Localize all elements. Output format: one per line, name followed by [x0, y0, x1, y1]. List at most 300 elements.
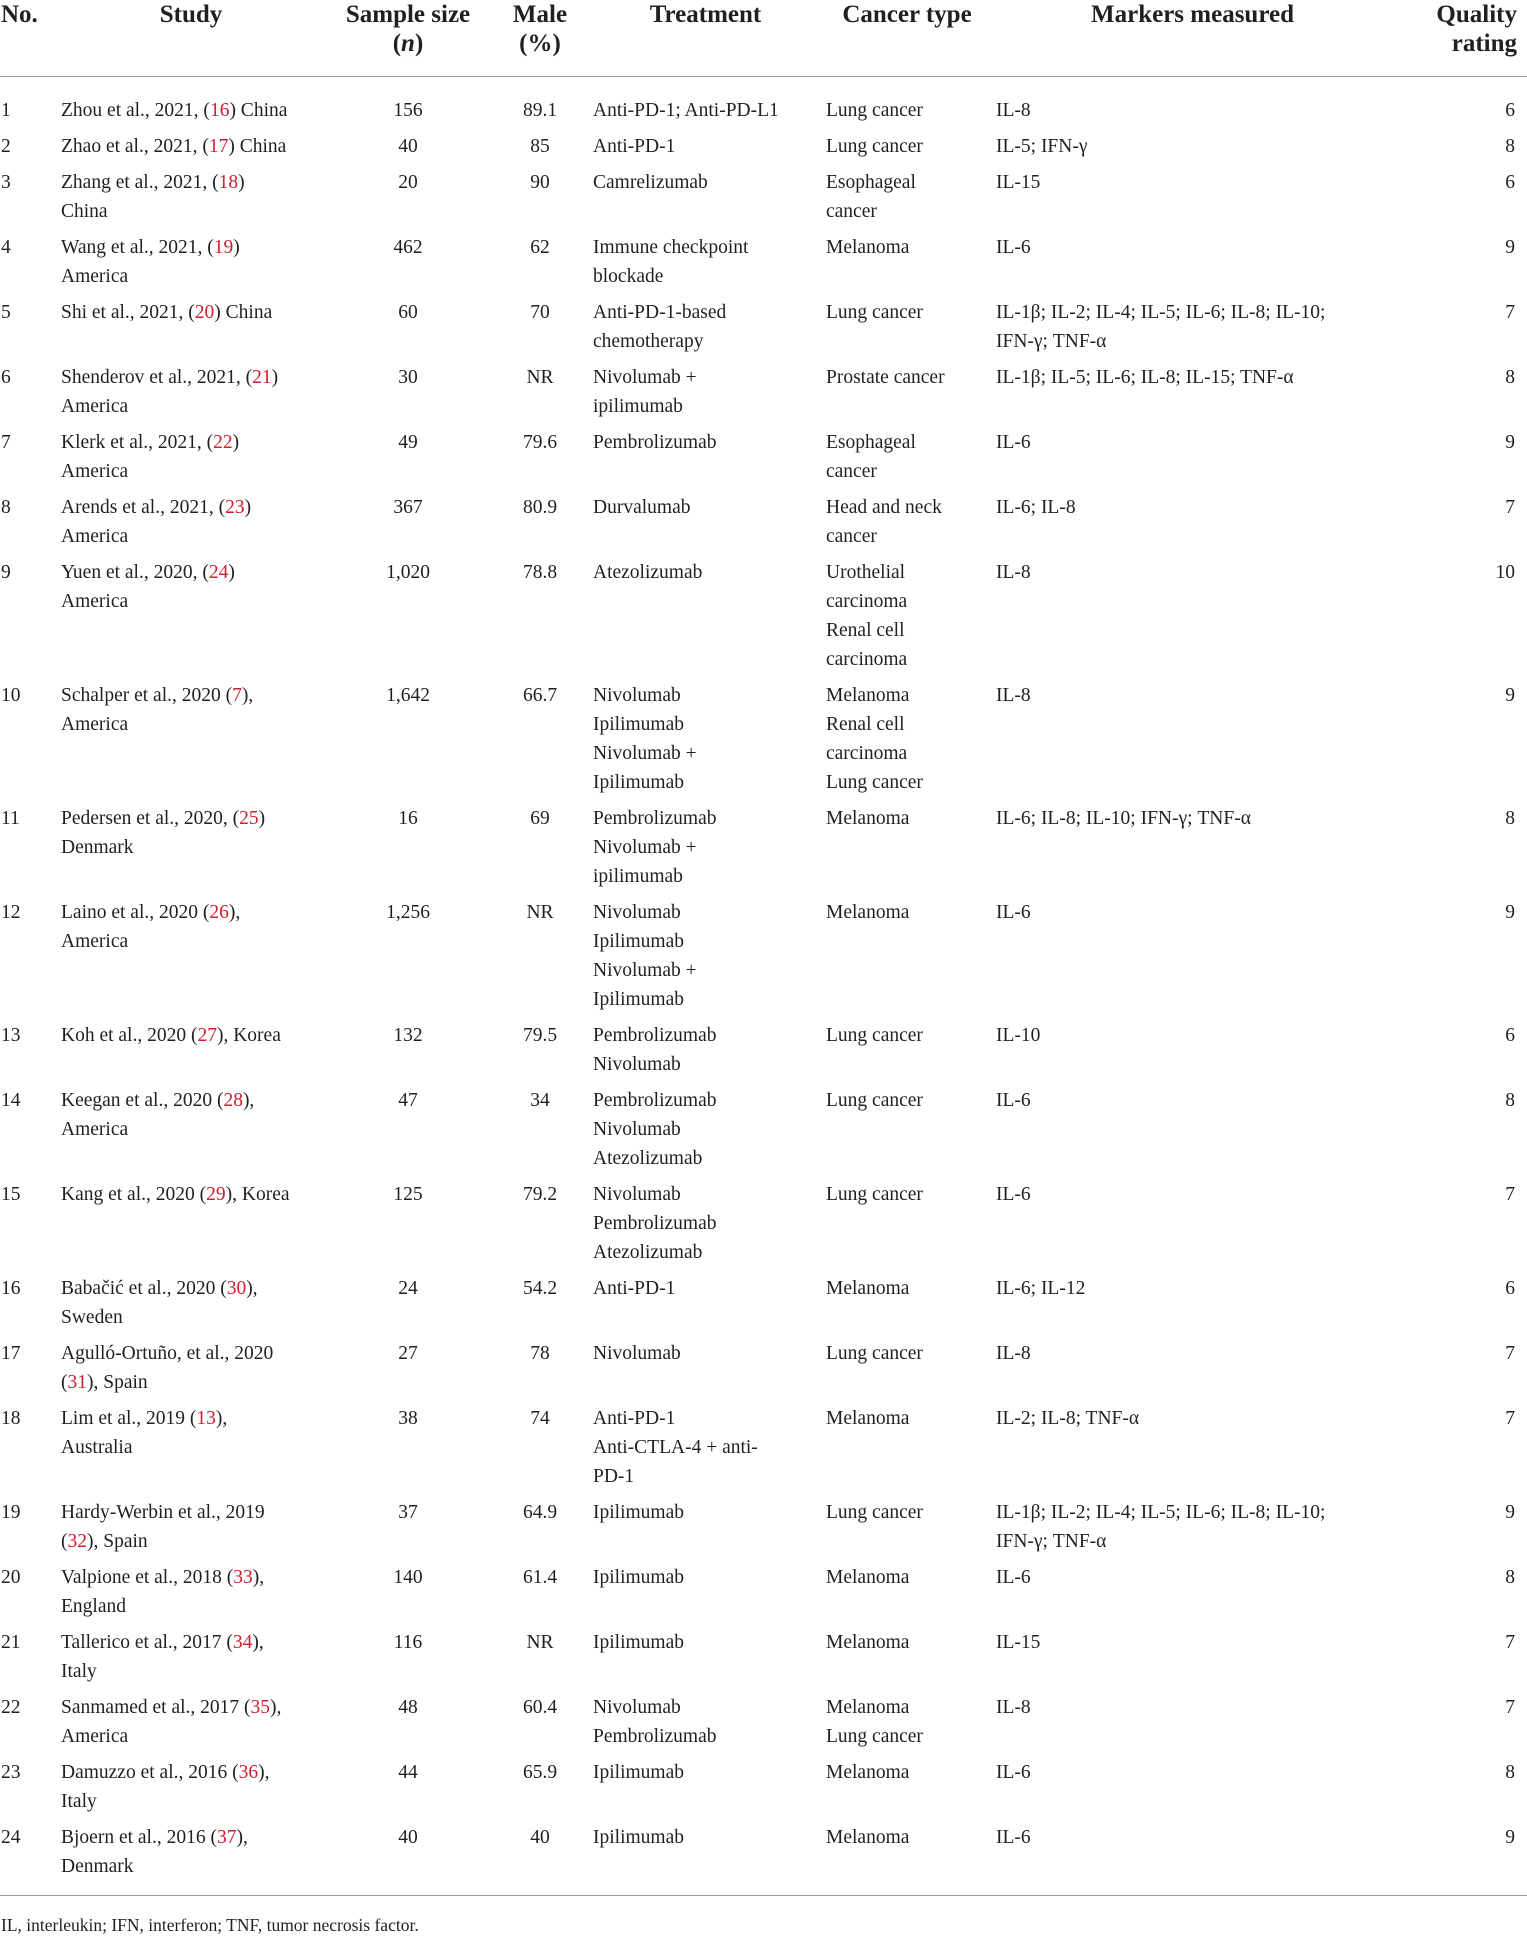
reference-link[interactable]: 19 — [213, 237, 234, 258]
cell-sample-size — [325, 1404, 491, 1498]
cell-study — [57, 1823, 325, 1896]
header-quality-line2: rating — [1451, 30, 1517, 57]
sample-size-value: 125 — [393, 1184, 423, 1205]
cell-male — [491, 1339, 589, 1404]
cell-male — [491, 1563, 589, 1628]
header-no: No. — [0, 0, 57, 77]
quality-value: 9 — [1505, 685, 1515, 706]
study-line — [61, 833, 321, 862]
reference-link[interactable]: 23 — [225, 497, 245, 518]
table-row — [0, 898, 1527, 1021]
study-text: ) — [233, 237, 240, 258]
study-line — [61, 1722, 321, 1751]
male-percent-value: 66.7 — [522, 685, 558, 706]
quality-value: 8 — [1505, 1762, 1515, 1783]
study-line — [61, 168, 321, 197]
treatment-line: Ipilimumab — [593, 1762, 684, 1783]
header-quality-line1: Quality — [1436, 1, 1517, 28]
sample-size-value: 49 — [398, 432, 418, 453]
cell-study — [57, 132, 325, 168]
study-text: Schalper et al., 2020 ( — [61, 685, 233, 706]
study-text: China — [61, 201, 108, 222]
row-number: 16 — [1, 1278, 21, 1299]
cancer-type-line: Melanoma — [826, 1408, 910, 1429]
table-row — [0, 1404, 1527, 1498]
cell-male — [491, 493, 589, 558]
study-line — [61, 1368, 321, 1397]
header-cancer-type: Cancer type — [822, 0, 992, 77]
cell-cancer-type — [822, 1693, 992, 1758]
study-text: Pedersen et al., 2020, ( — [61, 808, 240, 829]
sample-size-value: 30 — [398, 367, 418, 388]
cell-markers — [992, 132, 1393, 168]
reference-link[interactable]: 21 — [252, 367, 272, 388]
cell-study — [57, 77, 325, 133]
quality-value: 8 — [1505, 1090, 1515, 1111]
treatment-line: Ipilimumab — [593, 1502, 684, 1523]
treatment-line: Anti-PD-1 — [593, 136, 676, 157]
cancer-type-line: Melanoma — [826, 237, 910, 258]
study-line — [61, 681, 321, 710]
treatment-line: Nivolumab + — [593, 367, 697, 388]
study-text: Shi et al., 2021, ( — [61, 302, 195, 323]
cell-cancer-type — [822, 77, 992, 133]
study-text: Arends et al., 2021, ( — [61, 497, 226, 518]
cell-male — [491, 233, 589, 298]
study-line — [61, 1180, 321, 1209]
study-text: ), — [241, 685, 254, 706]
cell-markers — [992, 681, 1393, 804]
study-text: Valpione et al., 2018 ( — [61, 1567, 234, 1588]
reference-link[interactable]: 30 — [226, 1278, 247, 1299]
cell-markers — [992, 1498, 1393, 1563]
markers-line: IFN-γ; TNF-α — [996, 1531, 1107, 1552]
table-row — [0, 132, 1527, 168]
study-text: Zhou et al., 2021, ( — [61, 100, 210, 121]
reference-link[interactable]: 37 — [216, 1827, 237, 1848]
cell-no — [0, 1563, 57, 1628]
study-line — [61, 1758, 321, 1787]
cell-sample-size — [325, 1498, 491, 1563]
row-number: 2 — [1, 136, 11, 157]
study-text: Wang et al., 2021, ( — [61, 237, 214, 258]
cell-cancer-type — [822, 1180, 992, 1274]
study-text: Denmark — [61, 1856, 134, 1877]
treatment-line: Ipilimumab — [593, 772, 684, 793]
cell-markers — [992, 558, 1393, 681]
table-row — [0, 77, 1527, 133]
table-row — [0, 493, 1527, 558]
quality-value: 8 — [1505, 1567, 1515, 1588]
male-percent-value: 80.9 — [522, 497, 558, 518]
sample-size-value: 60 — [398, 302, 418, 323]
row-number: 3 — [1, 172, 11, 193]
reference-link[interactable]: 36 — [238, 1762, 259, 1783]
cell-cancer-type — [822, 1404, 992, 1498]
cancer-type-line: carcinoma — [826, 591, 908, 612]
study-line — [61, 710, 321, 739]
markers-line: IL-6 — [996, 1827, 1031, 1848]
study-text: Hardy-Werbin et al., 2019 — [61, 1502, 265, 1523]
cancer-type-line: carcinoma — [826, 743, 908, 764]
treatment-line: Nivolumab — [593, 685, 681, 706]
markers-line: IL-8 — [996, 685, 1031, 706]
reference-link[interactable]: 33 — [233, 1567, 253, 1588]
cell-quality — [1393, 132, 1527, 168]
cell-study — [57, 1021, 325, 1086]
cell-no — [0, 1180, 57, 1274]
cell-sample-size — [325, 493, 491, 558]
cell-quality — [1393, 1404, 1527, 1498]
cell-treatment — [589, 233, 822, 298]
cell-male — [491, 1498, 589, 1563]
study-text: Zhang et al., 2021, ( — [61, 172, 219, 193]
cancer-type-line: Renal cell — [826, 620, 905, 641]
cell-study — [57, 363, 325, 428]
study-text: Italy — [61, 1661, 97, 1682]
study-text: ), — [252, 1632, 264, 1653]
male-percent-value: 34 — [530, 1090, 550, 1111]
header-male-line1: Male — [512, 1, 568, 28]
cell-no — [0, 898, 57, 1021]
cell-no — [0, 558, 57, 681]
cell-cancer-type — [822, 1628, 992, 1693]
study-text: America — [61, 461, 129, 482]
cancer-type-line: Melanoma — [826, 902, 910, 923]
cell-study — [57, 1339, 325, 1404]
cell-quality — [1393, 77, 1527, 133]
cell-no — [0, 77, 57, 133]
row-number: 10 — [1, 685, 21, 706]
cell-quality — [1393, 168, 1527, 233]
cell-study — [57, 428, 325, 493]
study-text: ) — [258, 808, 266, 829]
cancer-type-line: cancer — [826, 201, 877, 222]
table-row — [0, 1180, 1527, 1274]
cell-cancer-type — [822, 558, 992, 681]
cell-treatment — [589, 298, 822, 363]
reference-link[interactable]: 29 — [206, 1184, 226, 1205]
cell-cancer-type — [822, 233, 992, 298]
study-text: ), — [258, 1762, 270, 1783]
reference-link[interactable]: 20 — [194, 302, 215, 323]
cell-treatment — [589, 168, 822, 233]
cell-markers — [992, 1404, 1393, 1498]
markers-line: IL-15 — [996, 1632, 1041, 1653]
quality-value: 9 — [1505, 237, 1515, 258]
male-percent-value: 79.6 — [522, 432, 558, 453]
study-line — [61, 1339, 321, 1368]
markers-line: IL-1β; IL-2; IL-4; IL-5; IL-6; IL-8; IL-10; — [996, 1502, 1326, 1523]
cancer-type-line: Lung cancer — [826, 1184, 923, 1205]
cell-markers — [992, 1693, 1393, 1758]
cell-study — [57, 168, 325, 233]
cell-study — [57, 1628, 325, 1693]
treatment-line: Nivolumab — [593, 902, 681, 923]
cell-markers — [992, 1021, 1393, 1086]
table-row — [0, 428, 1527, 493]
header-quality — [1393, 0, 1527, 77]
cancer-type-line: Melanoma — [826, 1697, 910, 1718]
cell-no — [0, 1086, 57, 1180]
sample-size-value: 156 — [393, 100, 423, 121]
markers-line: IL-10 — [996, 1025, 1041, 1046]
cell-sample-size — [325, 804, 491, 898]
row-number: 18 — [1, 1408, 21, 1429]
cell-sample-size — [325, 1274, 491, 1339]
table-row — [0, 168, 1527, 233]
cancer-type-line: Melanoma — [826, 1632, 910, 1653]
study-text: Lim et al., 2019 ( — [61, 1408, 197, 1429]
study-line — [61, 587, 321, 616]
table-row — [0, 1758, 1527, 1823]
cell-no — [0, 1404, 57, 1498]
treatment-line: Nivolumab — [593, 1054, 681, 1075]
study-text: America — [61, 526, 129, 547]
reference-link[interactable]: 7 — [232, 685, 242, 706]
cell-treatment — [589, 77, 822, 133]
cancer-type-line: Urothelial — [826, 562, 906, 583]
cell-no — [0, 1628, 57, 1693]
cell-no — [0, 168, 57, 233]
cell-markers — [992, 493, 1393, 558]
cancer-type-line: Lung cancer — [826, 1090, 923, 1111]
cell-cancer-type — [822, 1339, 992, 1404]
cancer-type-line: Lung cancer — [826, 1025, 923, 1046]
treatment-line: Immune checkpoint — [593, 237, 749, 258]
cell-quality — [1393, 1823, 1527, 1896]
reference-link[interactable]: 28 — [223, 1090, 243, 1111]
study-text: Sanmamed et al., 2017 ( — [61, 1697, 251, 1718]
markers-line: IL-6 — [996, 1762, 1031, 1783]
study-line — [61, 1404, 321, 1433]
study-line — [61, 1021, 321, 1050]
study-line — [61, 1274, 321, 1303]
study-text: America — [61, 266, 129, 287]
cell-study — [57, 298, 325, 363]
reference-link[interactable]: 13 — [196, 1408, 216, 1429]
cancer-type-line: Lung cancer — [826, 100, 923, 121]
reference-link[interactable]: 34 — [232, 1632, 253, 1653]
cell-quality — [1393, 1274, 1527, 1339]
study-text: America — [61, 714, 129, 735]
cell-markers — [992, 804, 1393, 898]
study-text: ) — [271, 367, 279, 388]
markers-line: IL-1β; IL-2; IL-4; IL-5; IL-6; IL-8; IL-10; — [996, 302, 1326, 323]
male-percent-value: 78 — [530, 1343, 550, 1364]
reference-link[interactable]: 32 — [67, 1531, 87, 1552]
cell-male — [491, 681, 589, 804]
cell-cancer-type — [822, 1021, 992, 1086]
reference-link[interactable]: 35 — [250, 1697, 271, 1718]
reference-link[interactable]: 25 — [239, 808, 259, 829]
table-row — [0, 1693, 1527, 1758]
reference-link[interactable]: 16 — [209, 100, 230, 121]
study-text: ), Korea — [225, 1184, 290, 1205]
study-line — [61, 132, 321, 161]
header-markers: Markers measured — [992, 0, 1393, 77]
row-number: 24 — [1, 1827, 21, 1848]
cancer-type-line: Renal cell — [826, 714, 905, 735]
cell-sample-size — [325, 132, 491, 168]
cell-male — [491, 77, 589, 133]
cell-male — [491, 168, 589, 233]
cell-markers — [992, 168, 1393, 233]
cell-study — [57, 898, 325, 1021]
cancer-type-line: Lung cancer — [826, 1343, 923, 1364]
cell-sample-size — [325, 233, 491, 298]
study-line — [61, 1433, 321, 1462]
cancer-type-line: Prostate cancer — [826, 367, 945, 388]
cell-sample-size — [325, 428, 491, 493]
study-text: America — [61, 1119, 129, 1140]
study-text: America — [61, 1726, 129, 1747]
cell-study — [57, 1274, 325, 1339]
study-text: Denmark — [61, 837, 134, 858]
reference-link[interactable]: 22 — [213, 432, 233, 453]
cell-sample-size — [325, 1823, 491, 1896]
quality-value: 7 — [1505, 302, 1515, 323]
cell-treatment — [589, 493, 822, 558]
cell-sample-size — [325, 1693, 491, 1758]
quality-value: 7 — [1505, 1343, 1515, 1364]
cell-quality — [1393, 558, 1527, 681]
header-male — [491, 0, 589, 77]
row-number: 12 — [1, 902, 21, 923]
study-text: ), — [236, 1827, 248, 1848]
treatment-line: ipilimumab — [593, 866, 683, 887]
study-text: Bjoern et al., 2016 ( — [61, 1827, 217, 1848]
cell-markers — [992, 1086, 1393, 1180]
quality-value: 7 — [1505, 497, 1515, 518]
cell-treatment — [589, 1823, 822, 1896]
treatment-line: Nivolumab + — [593, 960, 697, 981]
cell-markers — [992, 1758, 1393, 1823]
reference-link[interactable]: 26 — [209, 902, 229, 923]
cell-quality — [1393, 1563, 1527, 1628]
sample-size-value: 40 — [398, 1827, 418, 1848]
sample-size-value: 20 — [398, 172, 418, 193]
quality-value: 7 — [1505, 1632, 1515, 1653]
quality-value: 6 — [1505, 172, 1515, 193]
row-number: 5 — [1, 302, 11, 323]
quality-value: 6 — [1505, 1278, 1515, 1299]
cell-study — [57, 493, 325, 558]
cell-male — [491, 1628, 589, 1693]
study-text: Agulló-Ortuño, et al., 2020 — [61, 1343, 274, 1364]
cell-treatment — [589, 1628, 822, 1693]
cell-quality — [1393, 1498, 1527, 1563]
row-number: 13 — [1, 1025, 21, 1046]
study-line — [61, 1303, 321, 1332]
cell-male — [491, 898, 589, 1021]
reference-link[interactable]: 27 — [197, 1025, 217, 1046]
cancer-type-line: Melanoma — [826, 808, 910, 829]
sample-size-value: 140 — [393, 1567, 423, 1588]
cell-sample-size — [325, 1086, 491, 1180]
sample-size-value: 48 — [398, 1697, 418, 1718]
cell-cancer-type — [822, 1498, 992, 1563]
treatment-line: Ipilimumab — [593, 989, 684, 1010]
study-line — [61, 96, 321, 125]
cell-treatment — [589, 1563, 822, 1628]
cell-sample-size — [325, 298, 491, 363]
table-row — [0, 1628, 1527, 1693]
markers-line: IL-6 — [996, 432, 1031, 453]
table-row — [0, 558, 1527, 681]
male-percent-value: 61.4 — [522, 1567, 558, 1588]
cell-treatment — [589, 1274, 822, 1339]
cancer-type-line: Esophageal — [826, 172, 916, 193]
row-number: 21 — [1, 1632, 21, 1653]
table-row — [0, 804, 1527, 898]
cell-treatment — [589, 363, 822, 428]
study-line — [61, 1787, 321, 1816]
cell-male — [491, 1693, 589, 1758]
cell-no — [0, 428, 57, 493]
cell-no — [0, 298, 57, 363]
study-text: ) China — [229, 100, 288, 121]
cell-no — [0, 1758, 57, 1823]
study-text: Damuzzo et al., 2016 ( — [61, 1762, 239, 1783]
study-text: Yuen et al., 2020, ( — [61, 562, 209, 583]
cancer-type-line: Melanoma — [826, 1278, 910, 1299]
cell-quality — [1393, 428, 1527, 493]
study-text: America — [61, 591, 129, 612]
reference-link[interactable]: 31 — [67, 1372, 87, 1393]
cell-male — [491, 1274, 589, 1339]
male-percent-value: NR — [526, 367, 554, 388]
study-line — [61, 898, 321, 927]
treatment-line: Pembrolizumab — [593, 1726, 717, 1747]
cell-no — [0, 493, 57, 558]
reference-link[interactable]: 18 — [218, 172, 239, 193]
cell-quality — [1393, 493, 1527, 558]
cell-sample-size — [325, 898, 491, 1021]
study-line — [61, 804, 321, 833]
cell-sample-size — [325, 1021, 491, 1086]
study-line — [61, 927, 321, 956]
cell-cancer-type — [822, 1274, 992, 1339]
quality-value: 7 — [1505, 1697, 1515, 1718]
study-text: ) — [228, 562, 235, 583]
treatment-line: Ipilimumab — [593, 1632, 684, 1653]
study-line — [61, 197, 321, 226]
male-percent-value: 60.4 — [522, 1697, 558, 1718]
cancer-type-line: carcinoma — [826, 649, 908, 670]
cell-no — [0, 233, 57, 298]
cell-quality — [1393, 363, 1527, 428]
table-row — [0, 1086, 1527, 1180]
study-text: Babačić et al., 2020 ( — [61, 1278, 227, 1299]
cell-study — [57, 1180, 325, 1274]
study-text: Klerk et al., 2021, ( — [61, 432, 214, 453]
reference-link[interactable]: 24 — [208, 562, 229, 583]
cell-markers — [992, 1628, 1393, 1693]
markers-line: IL-6 — [996, 237, 1031, 258]
cell-no — [0, 804, 57, 898]
cell-markers — [992, 428, 1393, 493]
row-number: 1 — [1, 100, 11, 121]
cell-quality — [1393, 1086, 1527, 1180]
study-text: ) China — [228, 136, 287, 157]
cell-markers — [992, 77, 1393, 133]
reference-link[interactable]: 17 — [208, 136, 229, 157]
cell-sample-size — [325, 77, 491, 133]
header-study: Study — [57, 0, 325, 77]
cell-cancer-type — [822, 898, 992, 1021]
cell-cancer-type — [822, 1563, 992, 1628]
